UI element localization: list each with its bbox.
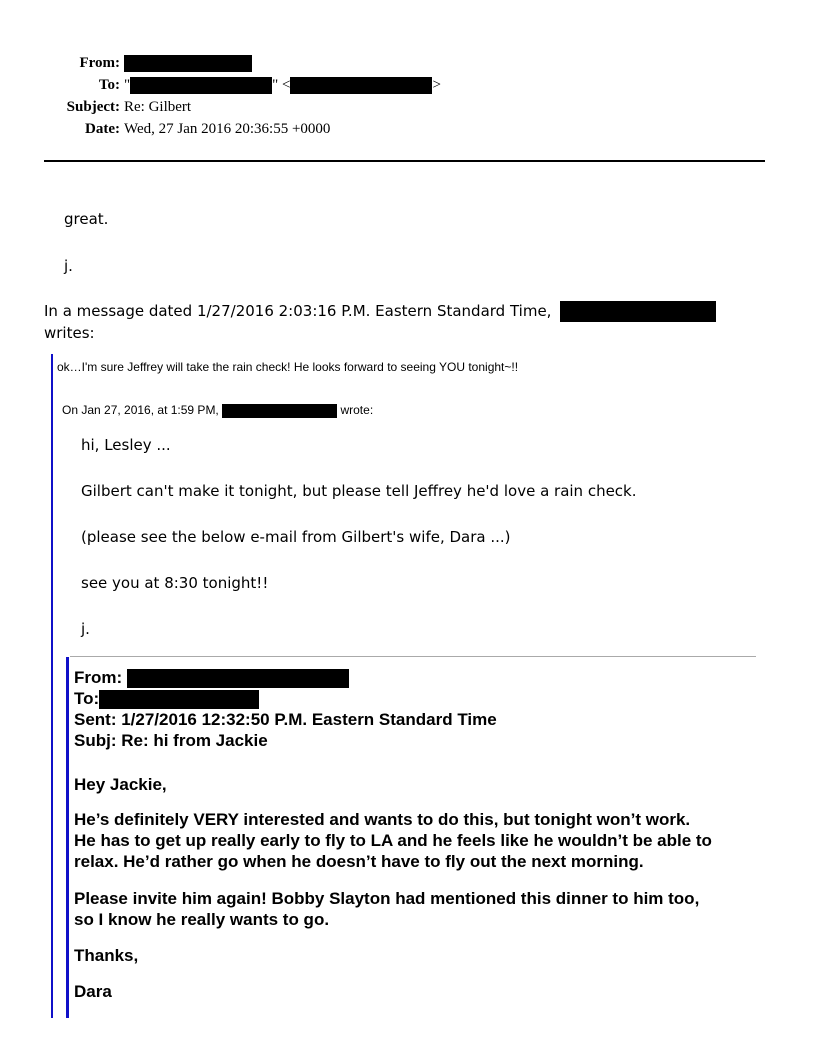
date-value: Wed, 27 Jan 2016 20:36:55 +0000	[124, 121, 331, 137]
subject-value: Re: Gilbert	[124, 99, 192, 115]
header-divider	[44, 160, 765, 162]
quote2-line2: Gilbert can't make it tonight, but please tell Jeffrey he'd love a rain check.	[81, 482, 637, 500]
redacted-recipient-email	[290, 77, 432, 94]
quote-bar-2	[66, 657, 69, 1018]
date-label: Date:	[85, 121, 120, 137]
quote3-to-label: To:	[74, 689, 100, 708]
quote2-line1: hi, Lesley ...	[81, 436, 171, 454]
quote2-line4: see you at 8:30 tonight!!	[81, 574, 269, 592]
attribution-suffix: wrote:	[340, 403, 374, 417]
quote3-p1-l2: He has to get up really early to fly to LA and he feels like he wouldn’t be able to	[74, 831, 712, 850]
quote2-line3: (please see the below e-mail from Gilbert's wife, Dara ...)	[81, 528, 511, 546]
redacted-recipient-name	[130, 77, 272, 94]
to-value	[124, 75, 441, 95]
quote3-subject: Subj: Re: hi from Jackie	[74, 731, 268, 750]
inner-divider	[70, 656, 756, 657]
quote-intro-text: In a message dated 1/27/2016 2:03:16 P.M. Eastern Standard Time,	[44, 302, 552, 320]
quote3-greeting: Hey Jackie,	[74, 775, 167, 794]
quote3-p2-l1: Please invite him again! Bobby Slayton had mentioned this dinner to him too,	[74, 889, 700, 908]
subject-label: Subject:	[66, 99, 120, 115]
redacted-attribution-name	[222, 404, 337, 418]
attribution-prefix: On Jan 27, 2016, at 1:59 PM,	[62, 403, 219, 417]
to-label: To:	[98, 77, 120, 93]
from-label: From:	[79, 55, 120, 71]
to-quote-close: >	[432, 77, 441, 93]
quote-intro	[44, 301, 716, 322]
quote3-thanks: Thanks,	[74, 946, 139, 965]
redacted-quote3-from	[127, 669, 349, 688]
redacted-quote3-to	[99, 690, 259, 709]
quote3-from	[74, 667, 349, 688]
quote3-sent: Sent: 1/27/2016 12:32:50 P.M. Eastern Standard Time	[74, 710, 497, 729]
quote3-signature: Dara	[74, 982, 112, 1001]
redacted-author	[560, 301, 716, 322]
to-quote-mid: " <	[272, 77, 291, 93]
quote3-p2-l2: so I know he really wants to go.	[74, 910, 330, 929]
quote3-from-label: From:	[74, 668, 123, 687]
to-quote-open: "	[124, 77, 131, 93]
quote1-text: ok…I'm sure Jeffrey will take the rain check! He looks forward to seeing YOU tonight~!!	[57, 360, 519, 374]
quote-bar-1	[51, 354, 53, 1018]
reply-signoff: j.	[64, 257, 73, 275]
quote1-attribution	[62, 403, 373, 418]
quote-intro-writes: writes:	[44, 324, 95, 342]
quote2-line5: j.	[81, 620, 90, 638]
quote3-p1-l1: He’s definitely VERY interested and wants to do this, but tonight won’t work.	[74, 810, 691, 829]
from-value	[124, 53, 252, 73]
reply-line-great: great.	[64, 210, 109, 228]
quote3-p1-l3: relax. He’d rather go when he doesn’t have to fly out the next morning.	[74, 852, 644, 871]
quote3-to	[74, 688, 259, 709]
redacted-sender	[124, 55, 252, 72]
